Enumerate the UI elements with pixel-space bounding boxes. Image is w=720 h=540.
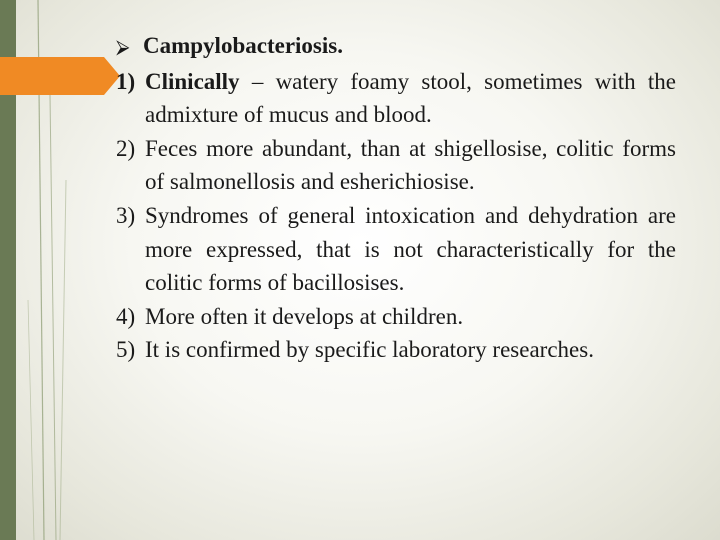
list-item: [116, 333, 676, 367]
slide-heading: [116, 29, 676, 65]
list-item: [116, 300, 676, 334]
item-text: [145, 65, 676, 132]
list-item: [116, 65, 676, 132]
list-item: [116, 132, 676, 199]
heading-text: Campylobacteriosis.: [143, 33, 343, 58]
orange-tab-decoration: [0, 57, 120, 95]
item-text: More often it develops at children.: [145, 303, 464, 329]
arrow-checkmark-icon: ⮚: [116, 37, 130, 58]
item-text: Syndromes of general intoxication and dehydration are more expressed, that is not characteristically for the colitic forms of bacillosises.: [145, 202, 676, 296]
item-lead: Clinically: [145, 68, 240, 94]
item-text: It is confirmed by specific laboratory researches.: [145, 337, 594, 363]
item-number: 1): [116, 68, 136, 94]
item-number: 2): [116, 135, 136, 161]
item-number: 4): [116, 303, 136, 329]
slide-content: [116, 29, 676, 367]
item-number: 3): [116, 202, 136, 228]
item-number: 5): [116, 337, 136, 363]
item-separator: –: [239, 68, 276, 94]
item-text: Feces more abundant, than at shigellosise, colitic forms of salmonellosis and esherichiosise.: [145, 135, 676, 195]
item-body: watery foamy stool, sometimes with the admixture of mucus and blood.: [145, 68, 676, 128]
list-item: [116, 199, 676, 300]
